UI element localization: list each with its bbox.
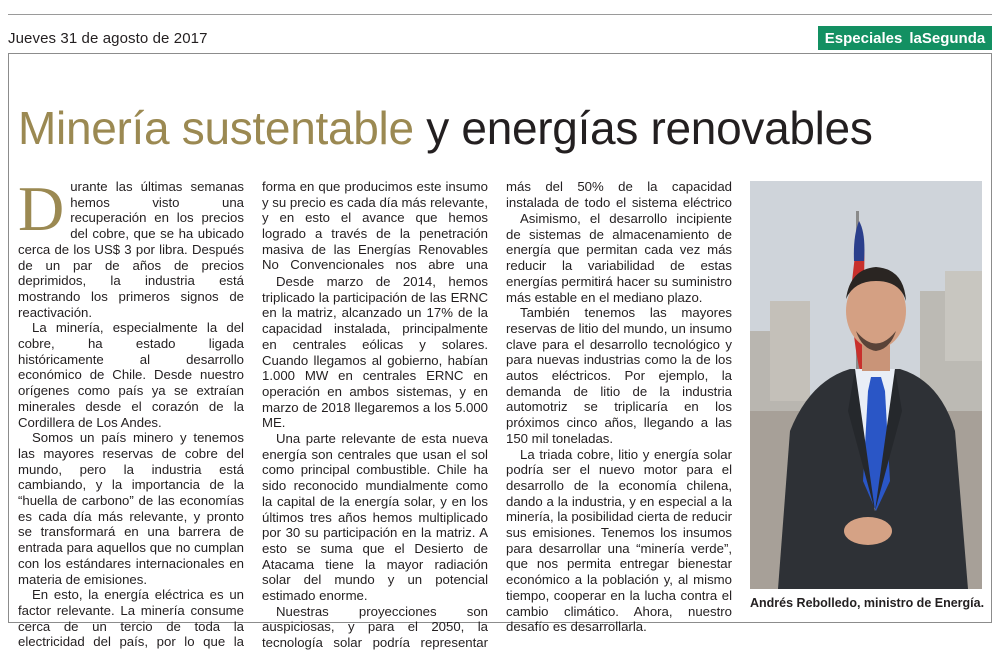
paragraph-7-continued	[506, 179, 732, 211]
paragraph-4: En esto, la energía eléctrica es un factor relevante. La minería consume cerca de un tercio de toda la electricidad del país, por lo que la	[18, 587, 244, 650]
article-headline	[18, 100, 873, 156]
paragraph-7-continuation-text: más del 50% de la capacidad instalada de todo el sistema eléctrico	[506, 179, 732, 210]
photo-caption: Andrés Rebolledo, ministro de Energía.	[750, 596, 985, 610]
paragraph-10: La triada cobre, litio y energía solar podría ser el nuevo motor para el desarrollo de la economía chilena, dando a la industria, y en especial a la minería, la posibilidad cierta de reducir sus emisiones. Tenemos los insumos para desarrollar una “minería verde”, que nos permita entregar bienestar económico a la población y, al mismo tiempo, cooperar en la lucha contra el cambio climático. Ahora, nuestro desafío es desarrollarla.	[506, 446, 732, 635]
paragraph-8: Asimismo, el desarrollo incipiente de sistemas de almacenamiento de energía que permitan cada vez más reducir la variabilidad de estas energías permitirá hacer su suministro más estable en el mediano plazo.	[506, 211, 732, 305]
article-column-2	[262, 179, 488, 651]
paragraph-6: Una parte relevante de esta nueva energía son centrales que usan el sol como principal combustible. Chile ha sido reconocido mundialmente como la capital de la energía solar, y en los últimos tres años hemos multiplicado por 30 su participación en la matriz. A esto se suma que el Desierto de Atacama tiene la mayor radiación solar del mundo y un potencial estimado enorme.	[262, 431, 488, 604]
top-rule	[8, 14, 992, 15]
minister-photo	[750, 181, 982, 589]
headline-part-2: y energías renovables	[426, 102, 873, 154]
paragraph-3: Somos un país minero y tenemos las mayores reservas de cobre del mundo, pero la industria está cambiando, y la importancia de la “huella de carbono” de las economías es cada día más relevante, y pronto se transformará en una barrera de entrada para aquellos que no cumplan con los estándares internacionales en materia de emisiones.	[18, 430, 244, 587]
paragraph-5: Desde marzo de 2014, hemos triplicado la participación de las ERNC en la matriz, alcanzado un 17% de la capacidad instalada, principalmente en centrales eólicas y solares. Cuando llegamos al gobierno, habían 1.000 MW en centrales ERNC en operación en ambos sistemas, y en marzo de 2018 llegaremos a los 5.000 ME.	[262, 274, 488, 431]
section-label: Especiales	[824, 29, 903, 47]
paragraph-1-text: urante las últimas semanas hemos visto una recuperación en los precios del cobre, que se ha ubicado cerca de los US$ 3 por libra. Después de un par de años de precios deprimidos, la industria está mostrando los primeros signos de reactivación.	[18, 179, 244, 320]
paragraph-2: La minería, especialmente la del cobre, ha estado ligada históricamente al desarrollo económico de Chile. Desde nuestro orígenes como país ya se extraían minerales desde el corazón de la Cordillera de Los Andes.	[18, 320, 244, 430]
drop-cap: D	[18, 173, 65, 244]
minister-portrait-illustration	[750, 181, 982, 589]
paragraph-7: Nuestras proyecciones son auspiciosas, y para el 2050, la tecnología solar podría representar	[262, 603, 488, 651]
paragraph-4-continuation-text: forma en que producimos este insumo y su precio es cada día más relevante, y en esto el avance que hemos logrado a través de la penetración masiva de las Energías Renovables No Convencionales nos abre una	[262, 179, 488, 273]
article-column-3	[506, 179, 732, 635]
paragraph-4-continued	[262, 179, 488, 274]
publication-date: Jueves 31 de agosto de 2017	[8, 30, 208, 47]
newspaper-brand: laSegunda	[909, 29, 986, 47]
headline-part-1: Minería sustentable	[18, 102, 414, 154]
article-column-1	[18, 173, 244, 650]
section-badge	[818, 26, 992, 50]
paragraph-1	[18, 173, 244, 320]
paragraph-9: También tenemos las mayores reservas de litio del mundo, un insumo clave para el desarrollo tecnológico y para nuevas industrias como la de los autos eléctricos. Por ejemplo, la demanda de litio de la industria automotriz se triplicaría en los próximos cinco años, llegando a las 150 mil toneladas.	[506, 305, 732, 446]
